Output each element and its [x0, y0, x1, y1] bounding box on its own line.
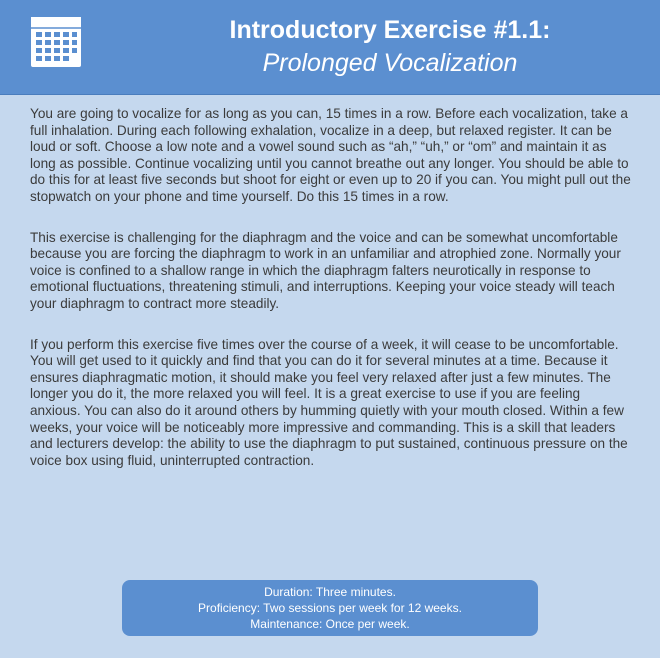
title-line-2: Prolonged Vocalization — [262, 49, 518, 77]
page-title — [120, 14, 660, 80]
summary-box — [122, 580, 538, 636]
calendar-icon — [30, 16, 82, 68]
paragraph-1: You are going to vocalize for as long as you can, 15 times in a row. Before each vocalization, take a full inhalation. During each following exhalation, vocalize in a deep, but relaxed register. It can be loud or soft. Choose a low note and a vowel sound such as “ah,” “uh,” or “om” and maintain it as long as possible. Continue vocalizing until you cannot breathe out any longer. You should be able to do this for at least five seconds but shoot for eight or even up to 20 if you can. You might pull out the stopwatch on your phone and time yourself. Do this 15 times in a row. — [30, 106, 631, 204]
paragraph-2: This exercise is challenging for the diaphragm and the voice and can be somewhat uncomfortable because you are forcing the diaphragm to work in an unfamiliar and atrophied zone. Normally your voice is confined to a shallow range in which the diaphragm falters neurotically in response to emotional fluctuations, threatening stimuli, and interruptions. Keeping your voice steady will teach your diaphragm to contract more steadily. — [30, 229, 621, 311]
paragraph-3: If you perform this exercise five times over the course of a week, it will cease to be uncomfortable. You will get used to it quickly and find that you can do it for several minutes at a time. Because it ensures diaphragmatic motion, it should make you feel very relaxed after just a few minutes. The longer you do it, the more relaxed you will feel. It is a great exercise to use if you are feeling anxious. You can also do it around others by humming quietly with your mouth closed. Within a few weeks, your voice will be noticeably more impressive and commanding. This is a skill that leaders and lecturers develop: the ability to use the diaphragm to put sustained, continuous pressure on the voice box using fluid, uninterrupted contraction. — [30, 336, 628, 468]
instructions-body — [30, 106, 632, 493]
duration-text: Duration: Three minutes. — [264, 585, 396, 599]
title-line-1: Introductory Exercise #1.1: — [229, 16, 551, 44]
proficiency-text: Proficiency: Two sessions per week for 12 weeks. — [198, 601, 462, 615]
header-banner — [0, 0, 660, 95]
maintenance-text: Maintenance: Once per week. — [250, 617, 410, 631]
